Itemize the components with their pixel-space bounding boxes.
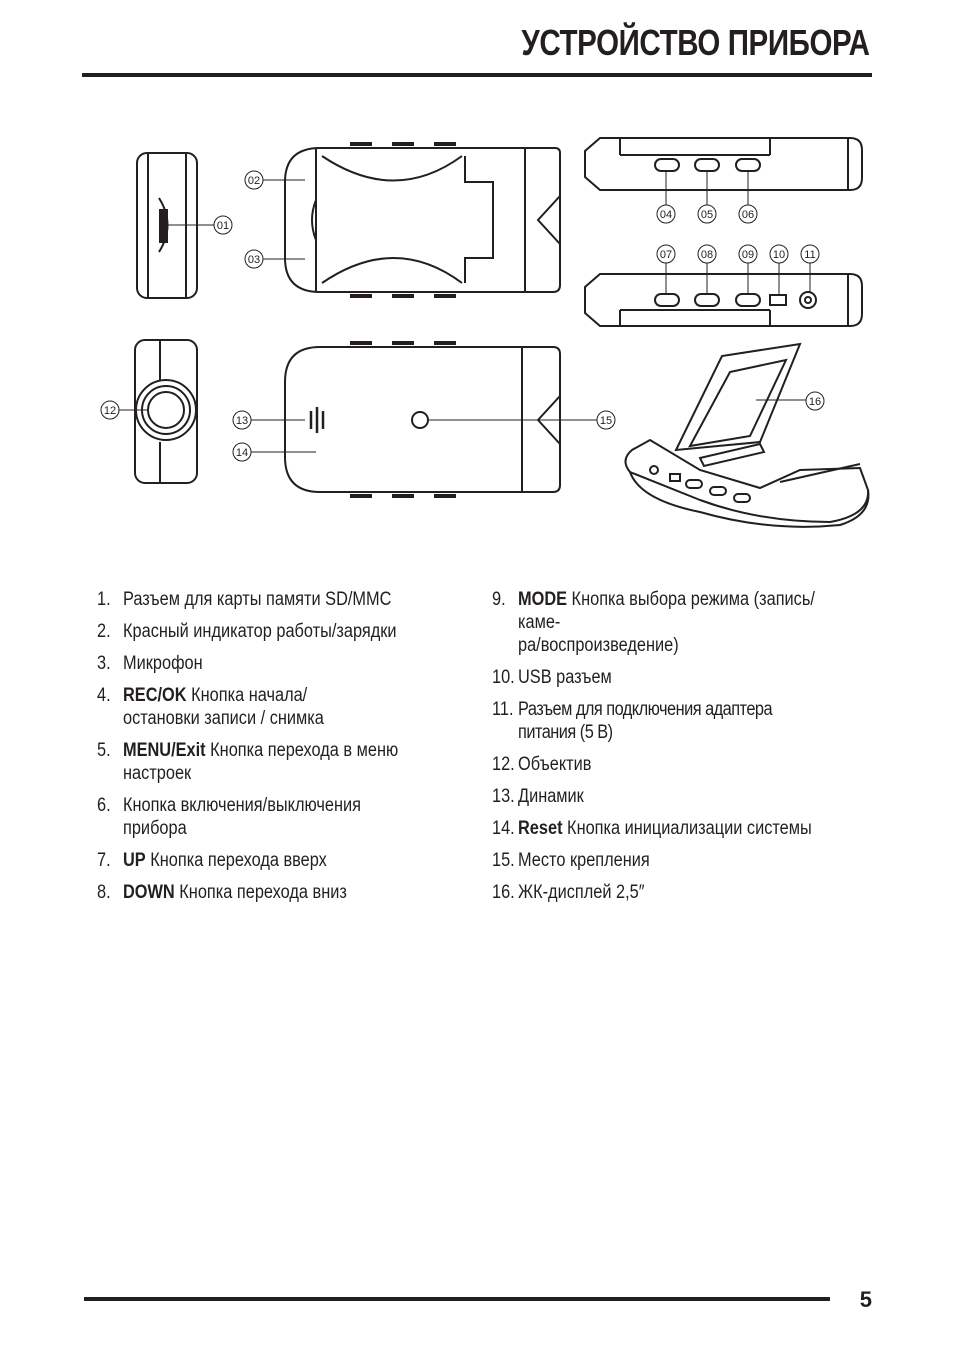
- list-item-text: [518, 753, 822, 776]
- list-item-description: Место крепления: [518, 850, 651, 871]
- page-title: УСТРОЙСТВО ПРИБОРА: [521, 22, 870, 63]
- callout-12-label: 12: [103, 405, 117, 417]
- list-item-description: Кнопка начала/: [186, 685, 308, 706]
- list-item: [97, 849, 477, 872]
- list-item-description: Разъем для карты памяти SD/MMC: [123, 589, 392, 610]
- list-item-text: [518, 666, 822, 689]
- list-item: [97, 739, 477, 785]
- list-item: [492, 785, 872, 808]
- list-item-keyword: DOWN: [123, 882, 175, 903]
- list-item-description: USB разъем: [518, 667, 613, 688]
- list-item-text: [518, 849, 822, 872]
- list-item-number: 3.: [97, 653, 111, 674]
- list-item-number: 14.: [492, 818, 515, 839]
- list-item: [97, 881, 477, 904]
- list-item-description: Разъем для подключения адаптера питания (5 В): [518, 699, 773, 743]
- front-view-lens: [118, 340, 197, 483]
- list-item-text: [518, 881, 822, 904]
- callout-03-label: 03: [247, 254, 261, 266]
- list-item-text: [123, 652, 427, 675]
- list-item-description: Динамик: [518, 786, 585, 807]
- list-item-description-line2: ра/воспроизведение): [518, 635, 679, 656]
- list-item-description: Кнопка инициализации системы: [562, 818, 813, 839]
- list-item-number: 8.: [97, 882, 111, 903]
- page-number: 5: [859, 1287, 872, 1312]
- list-item: [97, 620, 477, 643]
- list-item: [492, 817, 872, 840]
- callout-10-label: 10: [772, 249, 786, 261]
- list-item-keyword: Reset: [518, 818, 563, 839]
- list-item-number: 9.: [492, 589, 506, 610]
- list-item-description: ЖК-дисплей 2,5″: [518, 882, 645, 903]
- list-item-text: [123, 849, 427, 872]
- side-view-sd-slot: [137, 153, 214, 298]
- list-item-description: Объектив: [518, 754, 592, 775]
- list-item: [492, 666, 872, 689]
- side-view-buttons-lower: [585, 262, 862, 326]
- callout-01-label: 01: [216, 220, 230, 232]
- callout-08-label: 08: [700, 249, 714, 261]
- list-item-description: Кнопка перехода вверх: [145, 850, 327, 871]
- list-item: [492, 588, 872, 657]
- list-item: [492, 849, 872, 872]
- list-item: [97, 652, 477, 675]
- footer-rule: [84, 1297, 830, 1301]
- list-item-text: [518, 588, 822, 657]
- list-item-description: Кнопка перехода вниз: [174, 882, 347, 903]
- callout-09-label: 09: [741, 249, 755, 261]
- list-item-number: 11.: [492, 699, 514, 720]
- list-item-keyword: UP: [123, 850, 146, 871]
- list-item-keyword: MENU/Exit: [123, 740, 206, 761]
- list-item-keyword: REC/OK: [123, 685, 187, 706]
- list-item-text: [123, 620, 427, 643]
- callout-04-label: 04: [659, 209, 673, 221]
- list-item-number: 4.: [97, 685, 111, 706]
- list-item-number: 16.: [492, 882, 515, 903]
- callout-14-label: 14: [235, 447, 249, 459]
- callout-16-label: 16: [808, 396, 822, 408]
- list-item-text: [123, 794, 427, 840]
- list-item-text: [518, 785, 822, 808]
- callout-13-label: 13: [235, 415, 249, 427]
- list-item-number: 12.: [492, 754, 515, 775]
- bottom-view: [250, 343, 598, 496]
- side-view-buttons-upper: [585, 138, 862, 206]
- device-diagram: [0, 0, 954, 560]
- callout-05-label: 05: [700, 209, 714, 221]
- list-item-number: 5.: [97, 740, 111, 761]
- list-item-text: [123, 588, 427, 611]
- callout-02-label: 02: [247, 175, 261, 187]
- callout-06-label: 06: [741, 209, 755, 221]
- callout-07-label: 07: [659, 249, 673, 261]
- perspective-view-lcd: [625, 344, 868, 527]
- list-item-number: 1.: [97, 589, 111, 610]
- list-item-description: Микрофон: [123, 653, 203, 674]
- list-item-text: [123, 881, 427, 904]
- callout-11-label: 11: [804, 249, 816, 261]
- list-item-number: 15.: [492, 850, 515, 871]
- list-item-description: Кнопка перехода в меню настроек: [123, 740, 399, 784]
- callout-15-label: 15: [599, 415, 613, 427]
- top-view: [262, 144, 560, 296]
- list-item-number: 2.: [97, 621, 111, 642]
- list-item: [492, 753, 872, 776]
- list-item: [492, 881, 872, 904]
- list-item-number: 13.: [492, 786, 515, 807]
- list-item-text: [518, 698, 822, 744]
- list-item-text: [123, 739, 427, 785]
- list-item-number: 6.: [97, 795, 111, 816]
- list-item: [97, 684, 477, 730]
- list-item-number: 7.: [97, 850, 111, 871]
- list-item-text: [123, 684, 427, 730]
- list-item: [492, 698, 872, 744]
- list-item-number: 10.: [492, 667, 515, 688]
- parts-list-right: [492, 588, 872, 913]
- list-item-keyword: MODE: [518, 589, 568, 610]
- list-item: [97, 588, 477, 611]
- list-item-text: [518, 817, 822, 840]
- list-item-description: Кнопка включения/выключения прибора: [123, 795, 361, 839]
- list-item-description: Кнопка выбора режима (запись/каме-: [518, 589, 815, 633]
- parts-list-left: [97, 588, 477, 913]
- list-item: [97, 794, 477, 840]
- list-item-description-line2: остановки записи / снимка: [123, 708, 324, 729]
- list-item-description: Красный индикатор работы/зарядки: [123, 621, 397, 642]
